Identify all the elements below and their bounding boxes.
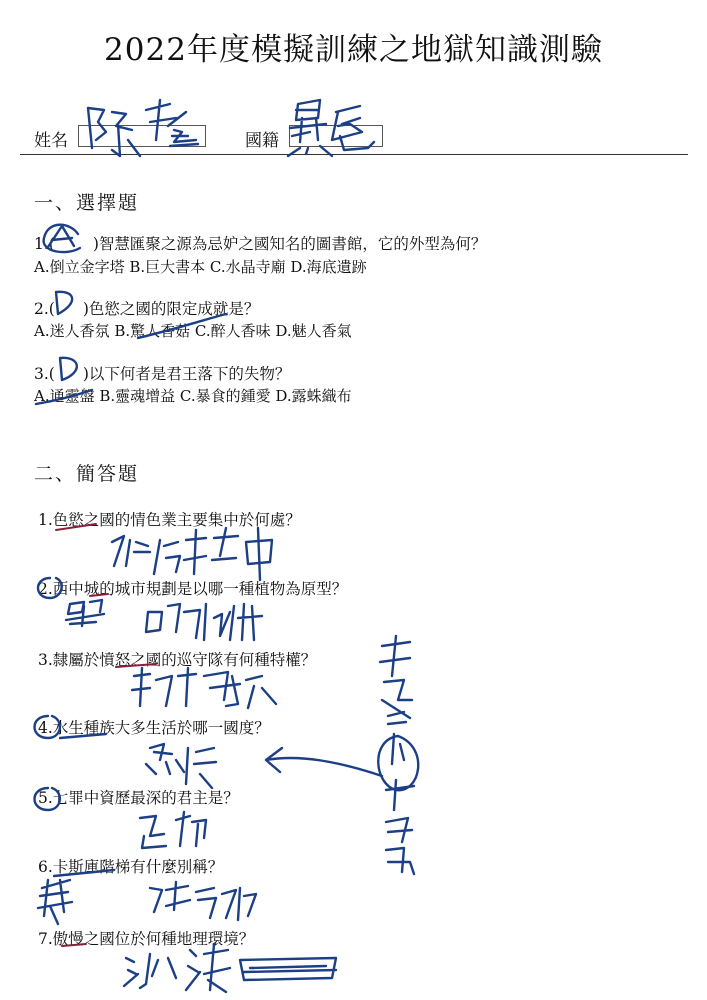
sa-answer-4-ink — [146, 744, 216, 788]
mc-question-1-number: 1.( — [34, 235, 55, 253]
mc-question-3: 3.( )以下何者是君王落下的失物？ — [34, 365, 291, 383]
nationality-label: 國籍 — [245, 131, 279, 151]
mc-question-3-text: 以下何者是君王落下的失物？ — [88, 365, 291, 383]
name-label: 姓名 — [34, 131, 68, 151]
sa-note-2-ink — [66, 600, 104, 626]
sa-note-6-ink — [38, 880, 72, 924]
sa-question-4: 4.水生種族大多生活於哪一國度？ — [38, 719, 270, 737]
sa-answer-3-ink — [132, 668, 276, 708]
sa-question-2: 2.西中城的城市規劃是以哪一種植物為原型？ — [38, 580, 348, 598]
mc-question-2: 2.( )色慾之國的限定成就是？ — [34, 300, 260, 318]
header-divider — [20, 154, 688, 155]
sa-answer-6-ink — [150, 882, 256, 920]
section-short-answer-heading: 二、簡答題 — [34, 463, 140, 485]
nationality-field[interactable] — [289, 125, 383, 147]
sa-question-1: 1.色慾之國的情色業主要集中於何處？ — [38, 511, 301, 529]
side-list-circle — [378, 736, 418, 790]
side-list-ink — [380, 636, 414, 874]
sa-answer-2-ink — [146, 604, 262, 640]
sa-answer-7-strikethrough — [240, 958, 336, 980]
side-list-arrow — [266, 748, 382, 776]
sa-question-5: 5.七罪中資歷最深的君主是？ — [38, 789, 239, 807]
mc-question-2-options: A.迷人香氛 B.驚人香菇 C.醉人香味 D.魅人香氣 — [34, 322, 352, 340]
sa-question-6: 6.卡斯庫階梯有什麼別稱？ — [38, 858, 224, 876]
sa-answer-1-ink — [112, 528, 272, 580]
sa-answer-7-ink — [124, 944, 230, 992]
mc-question-1-text: 智慧匯聚之源為忌妒之國知名的圖書館，它的外型為何？ — [98, 235, 487, 253]
section-multiple-choice-heading: 一、選擇題 — [34, 192, 140, 214]
mc-question-2-text: 色慾之國的限定成就是？ — [88, 300, 260, 318]
mc-question-1-options: A.倒立金字塔 B.巨大書本 C.水晶寺廟 D.海底遺跡 — [34, 258, 367, 276]
page-title: 2022年度模擬訓練之地獄知識測驗 — [104, 32, 603, 68]
sa-answer-5-ink — [140, 812, 206, 848]
sa-question-3: 3.隸屬於憤怒之國的巡守隊有何種特權？ — [38, 651, 317, 669]
name-field[interactable] — [78, 125, 206, 147]
sa-question-7: 7.傲慢之國位於何種地理環境？ — [38, 930, 255, 948]
mc-question-1: 1.( )智慧匯聚之源為忌妒之國知名的圖書館，它的外型為何？ — [34, 235, 487, 253]
mc-question-3-options: A.通靈盤 B.靈魂增益 C.暴食的鍾愛 D.露蛛織布 — [34, 387, 352, 405]
